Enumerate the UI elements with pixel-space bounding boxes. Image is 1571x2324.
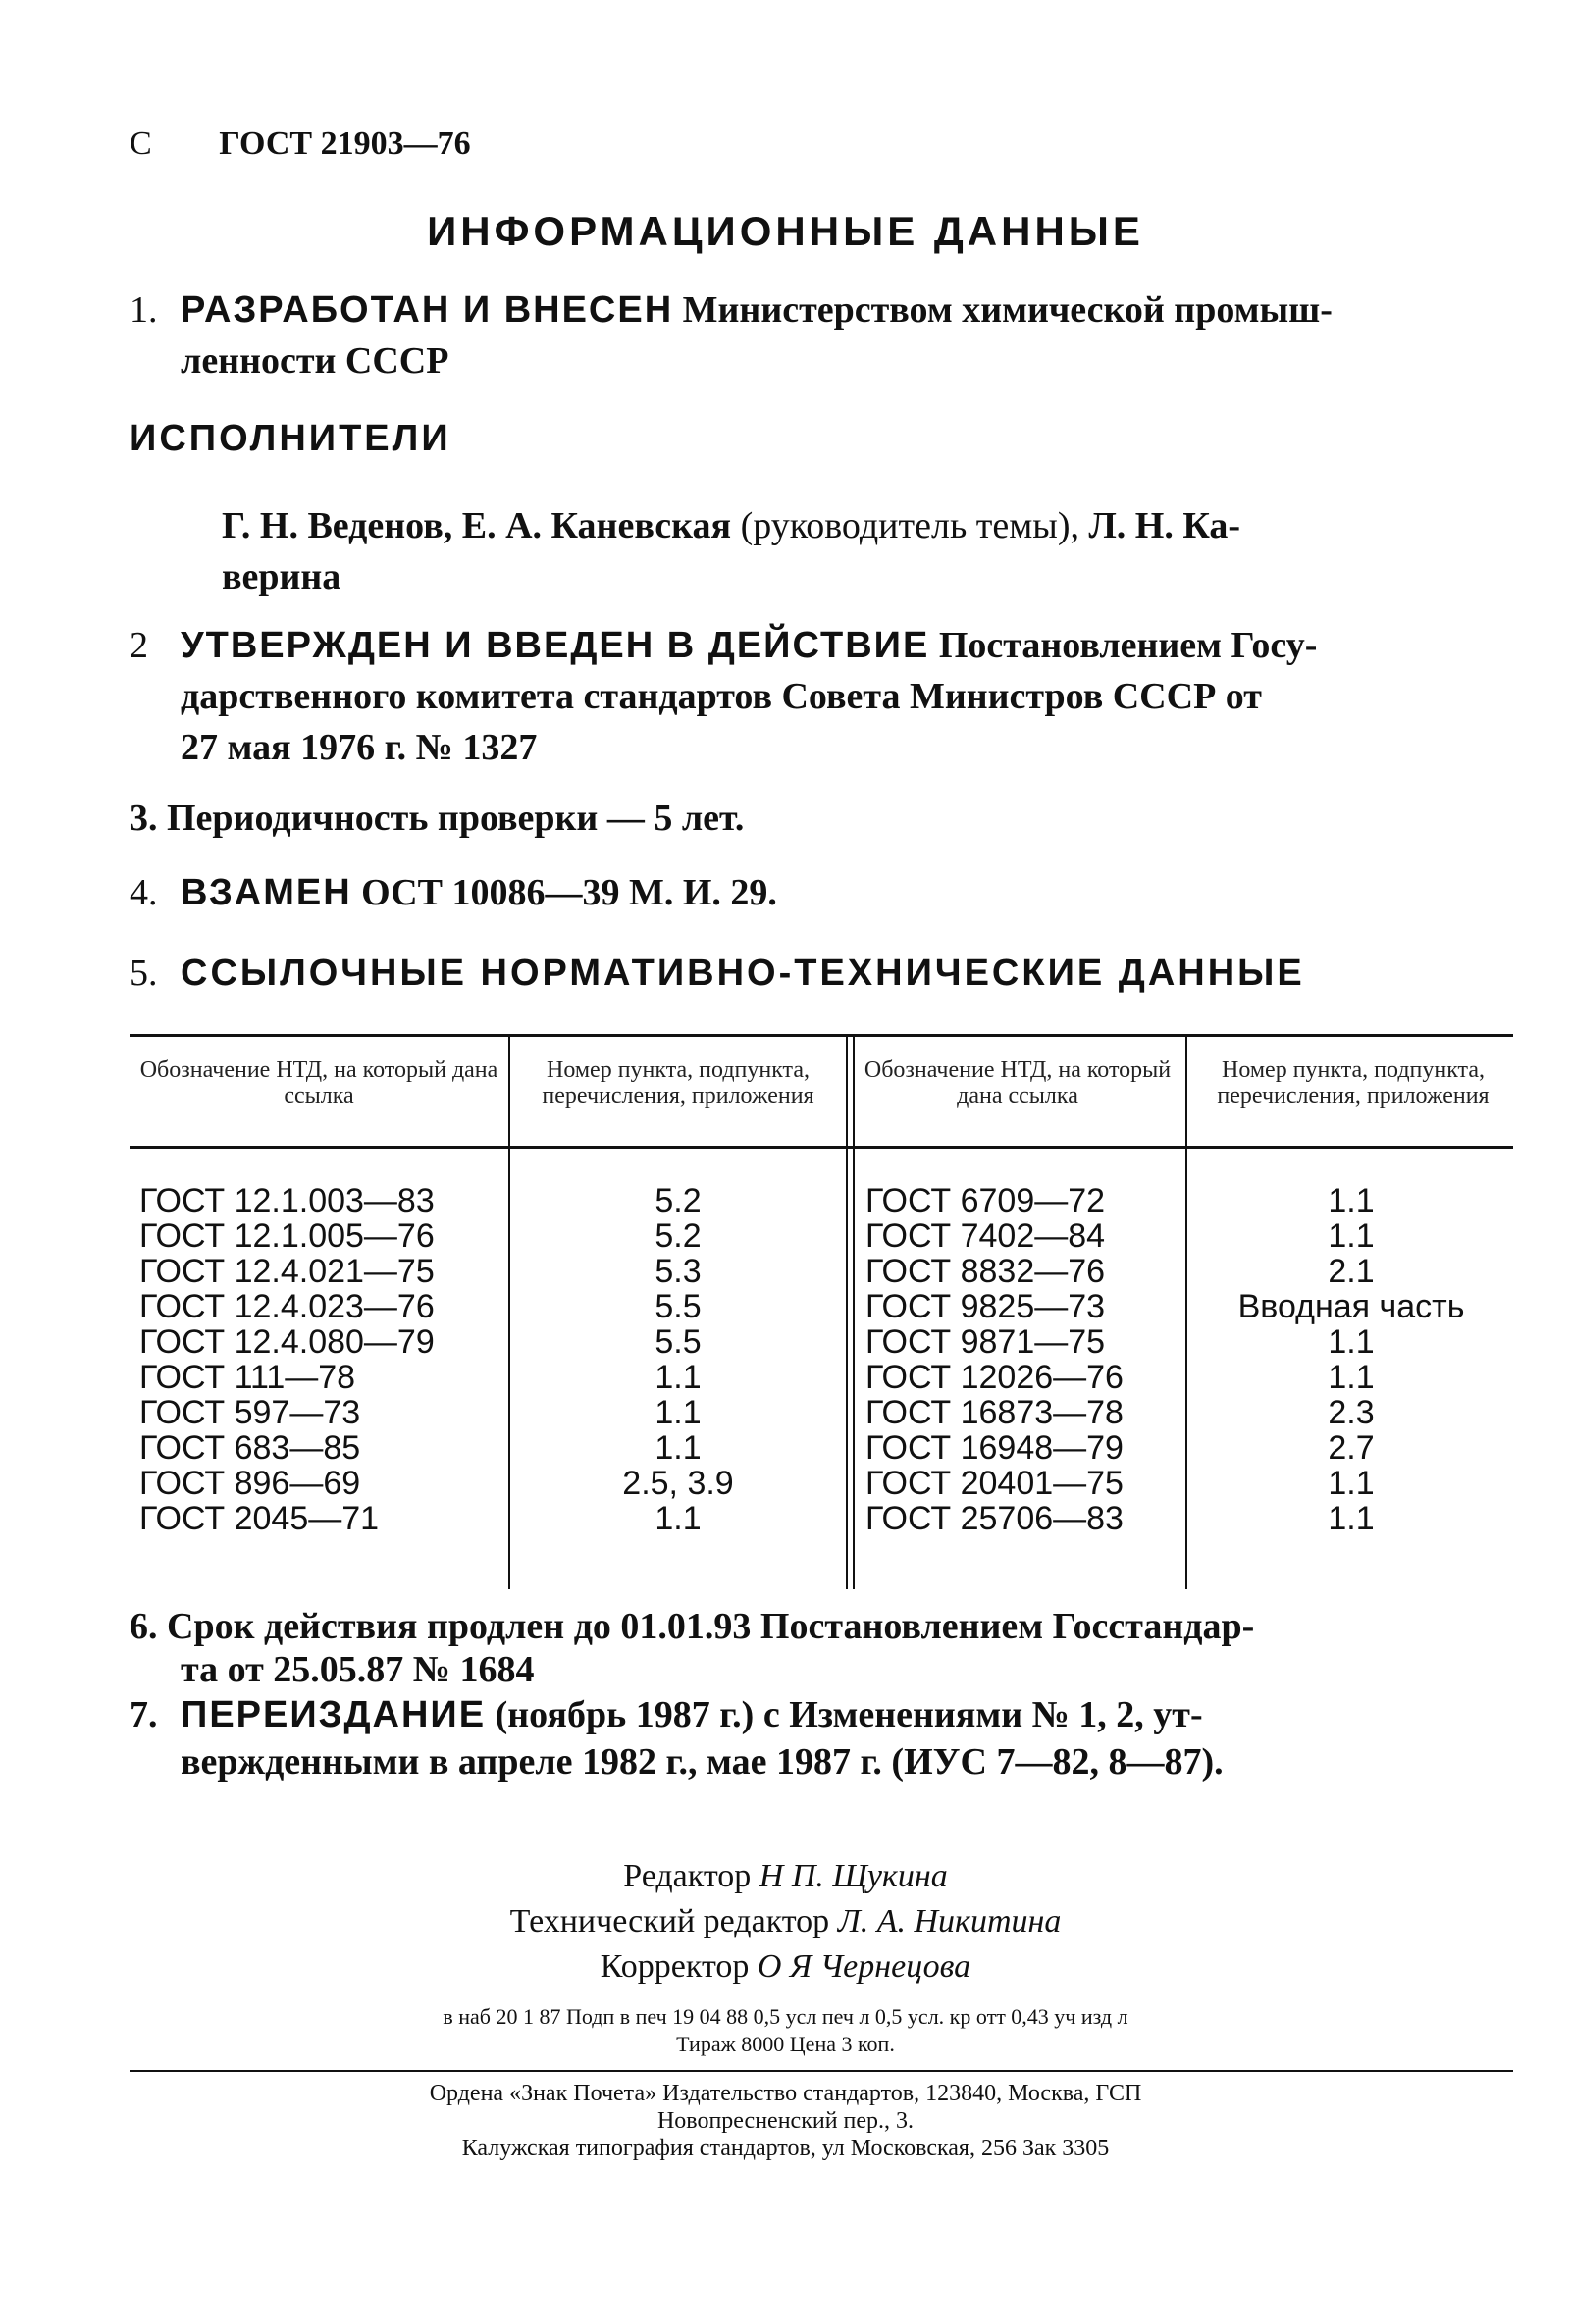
item-1-number: 1. (130, 289, 158, 331)
table-cell: 5.2 (655, 1182, 702, 1219)
table-cell: ГОСТ 6709—72 (865, 1182, 1106, 1219)
publisher-line2: Новопресненский пер., 3. (656, 2108, 915, 2134)
table-cell: 1.1 (655, 1359, 702, 1396)
credit-corr-name: О Я Чернецова (757, 1948, 971, 1985)
table-cell: 2.5, 3.9 (622, 1465, 734, 1502)
table-divider-3 (1185, 1034, 1187, 1589)
people-names: Г. Н. Веденов, Е. А. Каневская (222, 505, 732, 546)
table-cell: 1.1 (1328, 1217, 1375, 1255)
table-cell: ГОСТ 16873—78 (865, 1394, 1124, 1431)
header-doc-number: ГОСТ 21903—76 (219, 126, 471, 162)
table-cell: ГОСТ 7402—84 (865, 1217, 1106, 1255)
table-header-col3: Обозначение НТД, на который дана ссылка (864, 1058, 1172, 1109)
credit-editor (0, 1854, 1571, 1899)
table-cell: ГОСТ 9871—75 (865, 1323, 1106, 1361)
table-cell: 1.1 (1328, 1182, 1375, 1219)
table-col-right-docs (865, 1183, 1181, 1536)
item-1-text: Министерством химической промыш- (682, 289, 1333, 331)
table-col-left-items (516, 1183, 840, 1536)
page-header (130, 126, 471, 163)
item-4-caps: ВЗАМЕН (181, 872, 352, 913)
table-cell: 5.5 (655, 1323, 702, 1361)
item-6-line2: та от 25.05.87 № 1684 (181, 1649, 535, 1690)
item-7-caps: ПЕРЕИЗДАНИЕ (181, 1694, 487, 1735)
people-role: (руководитель темы), (740, 505, 1079, 546)
table-cell: 1.1 (655, 1429, 702, 1467)
table-cell: ГОСТ 12.4.023—76 (139, 1288, 435, 1325)
table-cell: ГОСТ 12026—76 (865, 1359, 1124, 1396)
print-info (0, 2003, 1571, 2058)
table-cell: ГОСТ 12.1.005—76 (139, 1217, 435, 1255)
credit-tech-label: Технический редактор (509, 1903, 830, 1939)
credit-corrector (0, 1944, 1571, 1989)
table-cell: ГОСТ 597—73 (139, 1394, 361, 1431)
item-4-text: ОСТ 10086—39 М. И. 29. (361, 872, 777, 913)
table-cell: 1.1 (1328, 1500, 1375, 1537)
table-cell: ГОСТ 20401—75 (865, 1465, 1124, 1502)
table-cell: 2.7 (1328, 1429, 1375, 1467)
item-6-line1: 6. Срок действия продлен до 01.01.93 Постановлением Госстандар- (130, 1606, 1255, 1647)
table-col-right-items (1189, 1183, 1513, 1536)
table-divider-1 (508, 1034, 510, 1589)
people-names-3: верина (222, 556, 341, 597)
table-header-col1: Обозначение НТД, на который дана ссылка (139, 1058, 498, 1109)
publisher-info (0, 2080, 1571, 2162)
footer-rule (130, 2070, 1513, 2072)
item-4 (130, 867, 1513, 918)
table-divider-double (846, 1034, 855, 1589)
item-3: 3. Периодичность проверки — 5 лет. (130, 798, 745, 839)
table-top-rule (130, 1034, 1513, 1037)
table-cell: 1.1 (1328, 1465, 1375, 1502)
table-col-left-docs (139, 1183, 502, 1536)
table-cell: 5.3 (655, 1253, 702, 1290)
people-names-2: Л. Н. Ка- (1088, 505, 1241, 546)
table-cell: 5.5 (655, 1288, 702, 1325)
item-6 (130, 1605, 1523, 1691)
ispolniteli-list (222, 500, 1507, 602)
item-1-line2: ленности СССР (181, 340, 449, 382)
item-1-caps: РАЗРАБОТАН И ВНЕСЕН (181, 289, 674, 331)
item-5-caps: ССЫЛОЧНЫЕ НОРМАТИВНО-ТЕХНИЧЕСКИЕ ДАННЫЕ (181, 953, 1305, 994)
table-header-rule (130, 1146, 1513, 1149)
item-2-caps: УТВЕРЖДЕН И ВВЕДЕН В ДЕЙСТВИЕ (181, 625, 930, 666)
page-title: ИНФОРМАЦИОННЫЕ ДАННЫЕ (427, 208, 1144, 254)
credit-editor-label: Редактор (623, 1858, 752, 1894)
table-cell: ГОСТ 12.4.080—79 (139, 1323, 435, 1361)
item-5 (130, 948, 1513, 999)
print-info-line1: в наб 20 1 87 Подп в печ 19 04 88 0,5 усл печ л 0,5 усл. кр отт 0,43 уч изд л (443, 2004, 1128, 2029)
table-header-col2: Номер пункта, подпункта, перечисления, приложения (542, 1058, 814, 1109)
item-5-number: 5. (130, 953, 158, 994)
table-cell: 1.1 (1328, 1359, 1375, 1396)
print-info-line2: Тираж 8000 Цена 3 коп. (676, 2032, 895, 2056)
header-mark: С (130, 126, 152, 162)
table-cell: 5.2 (655, 1217, 702, 1255)
table-cell: 2.1 (1328, 1253, 1375, 1290)
credit-editor-name: Н П. Щукина (759, 1858, 948, 1894)
item-2-text: Постановлением Госу- (938, 625, 1318, 666)
credit-corr-label: Корректор (600, 1948, 750, 1985)
item-7-line2: вержденными в апреле 1982 г., мае 1987 г. (ИУС 7—82, 8—87). (181, 1741, 1224, 1782)
table-cell: ГОСТ 111—78 (139, 1359, 356, 1396)
item-7 (130, 1691, 1523, 1785)
item-7-number: 7. (130, 1694, 158, 1735)
item-2-number: 2 (130, 625, 148, 666)
table-cell: 1.1 (655, 1394, 702, 1431)
item-4-number: 4. (130, 872, 158, 913)
item-7-text: (ноябрь 1987 г.) с Изменениями № 1, 2, ут- (495, 1694, 1203, 1735)
item-2-line3: 27 мая 1976 г. № 1327 (181, 727, 538, 768)
table-cell: ГОСТ 25706—83 (865, 1500, 1124, 1537)
table-cell: Вводная часть (1237, 1288, 1465, 1325)
publisher-line1: Ордена «Знак Почета» Издательство стандартов, 123840, Москва, ГСП (429, 2081, 1142, 2106)
table-cell: 2.3 (1328, 1394, 1375, 1431)
credit-tech-name: Л. А. Никитина (837, 1903, 1062, 1939)
publisher-line3: Калужская типография стандартов, ул Московская, 256 Зак 3305 (461, 2136, 1110, 2161)
table-header-col4: Номер пункта, подпункта, перечисления, приложения (1217, 1058, 1490, 1109)
ispolniteli-heading: ИСПОЛНИТЕЛИ (130, 418, 451, 459)
credit-tech-editor (0, 1899, 1571, 1944)
table-cell: ГОСТ 9825—73 (865, 1288, 1106, 1325)
credits-block (0, 1854, 1571, 1989)
table-cell: 1.1 (1328, 1323, 1375, 1361)
item-1 (130, 284, 1513, 387)
table-cell: ГОСТ 683—85 (139, 1429, 361, 1467)
table-cell: ГОСТ 16948—79 (865, 1429, 1124, 1467)
table-cell: ГОСТ 8832—76 (865, 1253, 1106, 1290)
table-cell: 1.1 (655, 1500, 702, 1537)
item-2-line2: дарственного комитета стандартов Совета Министров СССР от (181, 676, 1262, 717)
item-2 (130, 620, 1513, 773)
table-cell: ГОСТ 12.4.021—75 (139, 1253, 435, 1290)
table-cell: ГОСТ 896—69 (139, 1465, 361, 1502)
table-cell: ГОСТ 12.1.003—83 (139, 1182, 435, 1219)
table-cell: ГОСТ 2045—71 (139, 1500, 380, 1537)
